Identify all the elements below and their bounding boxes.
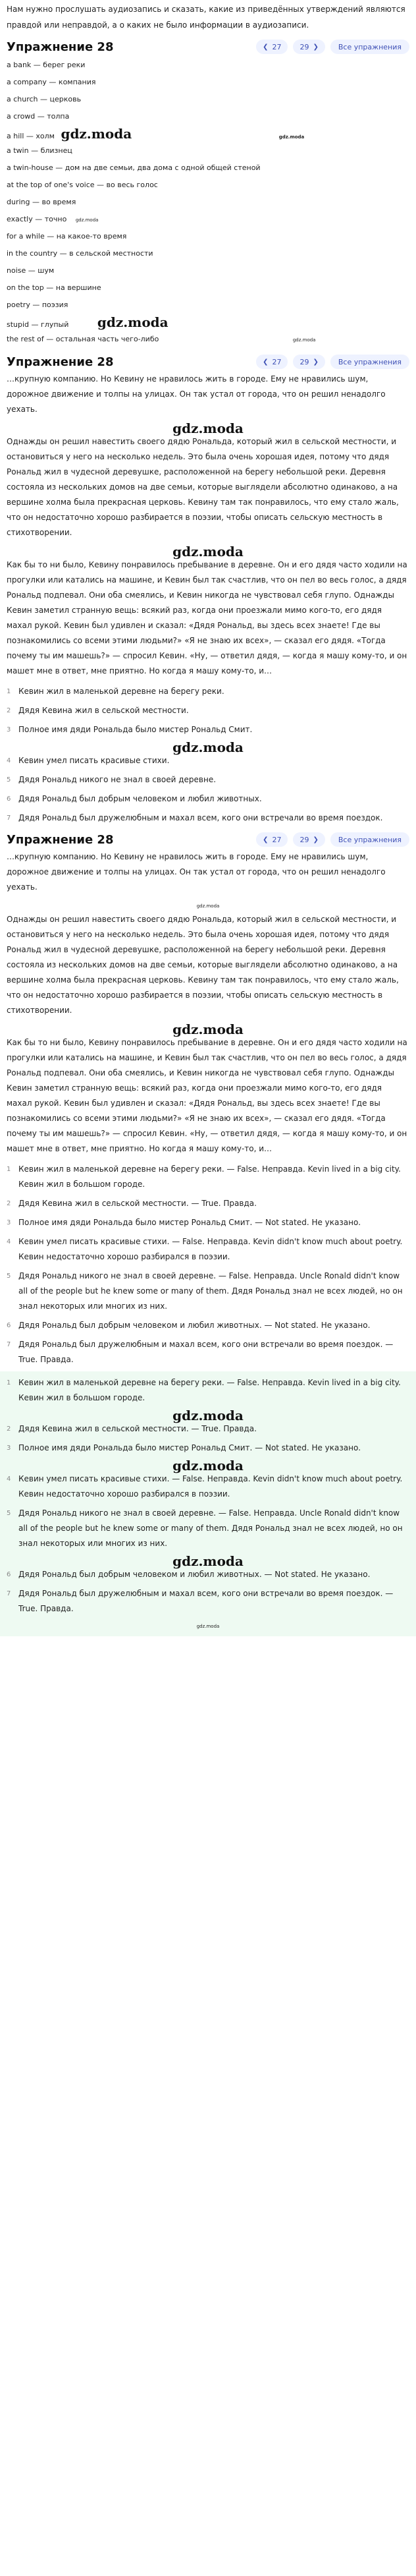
watermark-small: gdz.moda xyxy=(196,1624,220,1629)
paragraph: Как бы то ни было, Кевину понравилось пребывание в деревне. Он и его дядя часто ходили на прогулки или катались на машине, и Кевин был так счастлив, что он пел во весь голос, а дядя Рональд подпевал. Они оба смеялись, и Кевин никогда не чувствовал себя глупо. Однажды Кевин заметил странную вещь: всякий раз, когда они проезжали мимо кого-то, его дядя махал рукой. Кевин был удивлен и сказал: «Дядя Рональд, вы здесь всех знаете! Где вы познакомились со всеми этими людьми?» «Я не знаю их всех», — сказал его дядя. «Тогда почему ты им машешь?» — спросил Кевин. «Ну, — ответил дядя, — когда я машу кому-то, и он машет мне в ответ, мне приятно. Но когда я машу кому-то, и… xyxy=(7,1038,407,1153)
list-item: stupid — глупый gdz.moda xyxy=(7,314,169,330)
list-item: a hill — холм gdz.moda gdz.moda xyxy=(7,126,305,142)
exercise-header xyxy=(0,37,416,57)
watermark: gdz.moda xyxy=(278,134,305,140)
paragraph: Однажды он решил навестить своего дядю Рональда, который жил в сельской местности, и остановиться у него на несколько недель. Это была очень хорошая идея, потому что дядя Рональд жил в чудесной деревушке, расположенной на берегу небольшой реки. Деревня состояла из нескольких домов на две семьи, которые выглядели абсолютно одинаково, а на вершине холма была прекрасная церковь. Кевину там так понравилось, что ему стало жаль, что он недостаточно хорошо разбирается в поэзии, чтобы описать сельскую местность в стихотворении. xyxy=(7,915,399,1015)
list-item: 7 Дядя Рональд был дружелюбным и махал всем, кого они встречали во время поездок. — True. Правда. xyxy=(7,1340,394,1364)
list-item: 5 Дядя Рональд никого не знал в своей деревне. — False. Неправда. Uncle Ronald didn't know all of the people but he knew some or many of them. Дядя Рональд знал не всех людей, но он знал некоторых или многих из них. xyxy=(7,1508,403,1548)
list-item: 7 Дядя Рональд был дружелюбным и махал всем, кого они встречали во время поездок. xyxy=(7,813,383,822)
chevron-left-icon: ❮ xyxy=(263,43,269,51)
list-item: 6 Дядя Рональд был добрым человеком и любил животных. — Not stated. Не указано. xyxy=(7,1321,371,1330)
all-exercises-button[interactable]: Все упражнения xyxy=(330,40,409,54)
prev-exercise-button[interactable]: ❮ 27 xyxy=(256,832,288,847)
list-item: 6 Дядя Рональд был добрым человеком и любил животных. — Not stated. Не указано. xyxy=(7,1570,371,1579)
list-item: a company — компания xyxy=(7,78,96,86)
next-exercise-button[interactable]: 29 ❯ xyxy=(293,355,325,369)
list-item: 3 Полное имя дяди Рональда было мистер Рональд Смит. — Not stated. Не указано. xyxy=(7,1443,361,1452)
chevron-left-icon: ❮ xyxy=(263,358,269,366)
all-exercises-button[interactable]: Все упражнения xyxy=(330,355,409,369)
list-item: 6 Дядя Рональд был добрым человеком и любил животных. xyxy=(7,794,262,803)
list-item: in the country — в сельской местности xyxy=(7,249,153,258)
list-item: 3 Полное имя дяди Рональда было мистер Рональд Смит. — Not stated. Не указано. xyxy=(7,1218,361,1227)
prev-exercise-button[interactable]: ❮ 27 xyxy=(256,355,288,369)
exercise-header xyxy=(0,830,416,849)
watermark: gdz.moda xyxy=(172,1553,244,1569)
list-item: 1 Кевин жил в маленькой деревне на берегу реки. xyxy=(7,687,224,696)
paragraph: Однажды он решил навестить своего дядю Рональда, который жил в сельской местности, и остановиться у него на несколько недель. Это была очень хорошая идея, потому что дядя Рональд жил в чудесной деревушке, расположенной на берегу небольшой реки. Деревня состояла из нескольких домов на две семьи, которые выглядели абсолютно одинаково, а на вершине холма была прекрасная церковь. Кевину там так понравилось, что ему стало жаль, что он недостаточно хорошо разбирается в поэзии, чтобы описать сельскую местность в стихотворении. xyxy=(7,437,399,537)
exercise-title: Упражнение 28 xyxy=(7,355,114,369)
watermark-small: gdz.moda xyxy=(292,337,316,343)
watermark-small: gdz.moda xyxy=(75,217,99,223)
chevron-right-icon: ❯ xyxy=(313,43,319,51)
list-item: noise — шум xyxy=(7,266,55,275)
list-item: 5 Дядя Рональд никого не знал в своей деревне. xyxy=(7,775,217,784)
chevron-right-icon: ❯ xyxy=(313,836,319,844)
all-exercises-button[interactable]: Все упражнения xyxy=(330,832,409,847)
watermark: gdz.moda xyxy=(172,1021,244,1037)
list-item: 1 Кевин жил в маленькой деревне на берегу реки. — False. Неправда. Kevin lived in a big city. Кевин жил в большом городе. xyxy=(7,1164,401,1189)
chevron-right-icon: ❯ xyxy=(313,358,319,366)
watermark: gdz.moda xyxy=(172,1458,244,1474)
statements-list xyxy=(0,684,416,826)
list-item: 2 Дядя Кевина жил в сельской местности. — True. Правда. xyxy=(7,1424,257,1433)
list-item: poetry — поэзия xyxy=(7,301,68,309)
list-item: 4 Кевин умел писать красивые стихи. xyxy=(7,756,170,765)
exercise-title: Упражнение 28 xyxy=(7,40,114,54)
paragraph: …крупную компанию. Но Кевину не нравилось жить в городе. Ему не нравились шум, дорожное движение и толпы на улицах. Он так устал от города, что он решил ненадолго уехать. xyxy=(7,852,386,892)
next-exercise-button[interactable]: 29 ❯ xyxy=(293,40,325,54)
list-item: a crowd — толпа xyxy=(7,112,70,121)
list-item: a bank — берег реки xyxy=(7,61,86,69)
list-item: 4 Кевин умел писать красивые стихи. — False. Неправда. Kevin didn't know much about poetry. Кевин недостаточно хорошо разбирался в поэзии. xyxy=(7,1474,403,1499)
paragraph: …крупную компанию. Но Кевину не нравилось жить в городе. Ему не нравились шум, дорожное движение и толпы на улицах. Он так устал от города, что он решил ненадолго уехать. xyxy=(7,374,386,414)
watermark: gdz.moda xyxy=(97,314,169,330)
watermark: gdz.moda xyxy=(172,543,244,559)
list-item: the rest of — остальная часть чего-либо gdz.moda xyxy=(7,335,316,343)
watermark: gdz.moda xyxy=(61,126,132,142)
list-item: on the top — на вершине xyxy=(7,283,101,292)
exercise-nav xyxy=(256,832,409,847)
list-item: a twin-house — дом на две семьи, два дома с одной общей стеной xyxy=(7,163,261,172)
list-item: 5 Дядя Рональд никого не знал в своей деревне. — False. Неправда. Uncle Ronald didn't know all of the people but he knew some or many of them. Дядя Рональд знал не всех людей, но он знал некоторых или многих из них. xyxy=(7,1271,403,1311)
exercise-nav xyxy=(256,40,409,54)
vocab-list xyxy=(0,57,416,348)
list-item: 7 Дядя Рональд был дружелюбным и махал всем, кого они встречали во время поездок. — True. Правда. xyxy=(7,1589,394,1613)
chevron-left-icon: ❮ xyxy=(263,836,269,844)
story-text xyxy=(0,372,416,679)
list-item: 3 Полное имя дяди Рональда было мистер Рональд Смит. xyxy=(7,725,253,734)
paragraph: Как бы то ни было, Кевину понравилось пребывание в деревне. Он и его дядя часто ходили на прогулки или катались на машине, и Кевин был так счастлив, что он пел во весь голос, а дядя Рональд подпевал. Они оба смеялись, и Кевин никогда не чувствовал себя глупо. Однажды Кевин заметил странную вещь: всякий раз, когда они проезжали мимо кого-то, его дядя махал рукой. Кевин был удивлен и сказал: «Дядя Рональд, вы здесь всех знаете! Где вы познакомились со всеми этими людьми?» «Я не знаю их всех», — сказал его дядя. «Тогда почему ты им машешь?» — спросил Кевин. «Ну, — ответил дядя, — когда я машу кому-то, и он машет мне в ответ, мне приятно. Но когда я машу кому-то, и… xyxy=(7,560,407,675)
story-text xyxy=(0,849,416,1157)
list-item: at the top of one's voice — во весь голос xyxy=(7,181,158,189)
watermark: gdz.moda xyxy=(172,420,244,436)
intro-text: Нам нужно прослушать аудиозапись и сказать, какие из приведённых утверждений являются правдой или неправдой, а о каких не было информации в аудиозаписи. xyxy=(7,5,405,30)
exercise-header xyxy=(0,352,416,372)
list-item: exactly — точно gdz.moda xyxy=(7,215,99,223)
list-item: a church — церковь xyxy=(7,95,82,103)
list-item: for a while — на какое-то время xyxy=(7,232,127,241)
list-item: 2 Дядя Кевина жил в сельской местности. — True. Правда. xyxy=(7,1199,257,1208)
exercise-title: Упражнение 28 xyxy=(7,832,114,847)
watermark: gdz.moda xyxy=(172,1408,244,1423)
prev-exercise-button[interactable]: ❮ 27 xyxy=(256,40,288,54)
watermark: gdz.moda xyxy=(172,739,244,755)
exercise-nav xyxy=(256,355,409,369)
list-item: 2 Дядя Кевина жил в сельской местности. xyxy=(7,706,189,715)
list-item: during — во время xyxy=(7,198,76,206)
answer-panel xyxy=(0,1371,416,1636)
watermark-small: gdz.moda xyxy=(196,903,220,909)
list-item: 4 Кевин умел писать красивые стихи. — False. Неправда. Kevin didn't know much about poetry. Кевин недостаточно хорошо разбирался в поэзии. xyxy=(7,1237,403,1261)
answers-list xyxy=(0,1162,416,1367)
list-item: 1 Кевин жил в маленькой деревне на берегу реки. — False. Неправда. Kevin lived in a big city. Кевин жил в большом городе. xyxy=(7,1378,401,1402)
next-exercise-button[interactable]: 29 ❯ xyxy=(293,832,325,847)
list-item: a twin — близнец xyxy=(7,146,72,155)
